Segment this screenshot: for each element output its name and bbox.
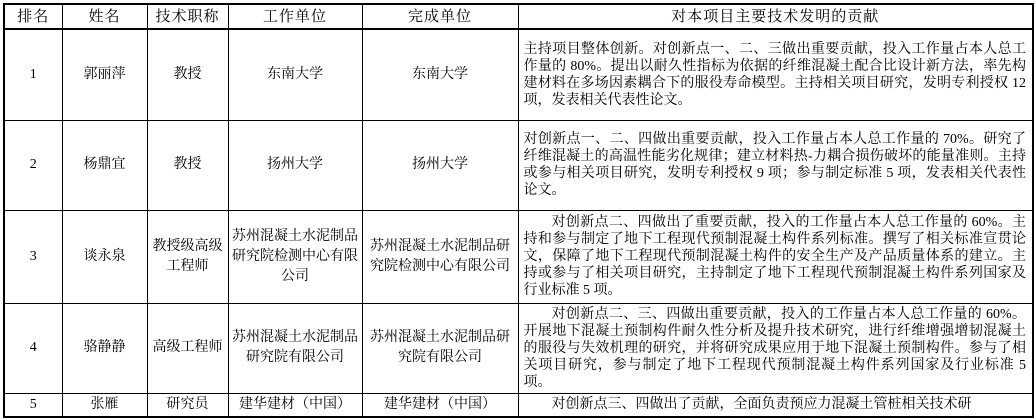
header-rank: 排名: [4, 4, 62, 29]
name-cell: 郭丽萍: [62, 29, 147, 120]
work-unit-cell: 苏州混凝土水泥制品研究院检测中心有限公司: [228, 210, 362, 303]
table-row: [4, 393, 1033, 417]
completion-unit-cell: 苏州混凝土水泥制品研究院检测中心有限公司: [362, 210, 518, 303]
header-contribution: 对本项目主要技术发明的贡献: [518, 4, 1033, 29]
rank-cell: 3: [4, 210, 62, 303]
title-cell: 教授级高级工程师: [147, 210, 228, 303]
work-unit-cell: 建华建材（中国）: [228, 393, 362, 417]
contribution-cell: 主持项目整体创新。对创新点一、二、三做出重要贡献，投入工作量占本人总工作量的 80%。提出以耐久性指标为依据的纤维混凝土配合比设计新方法，率先构建材料在多场因素耦合下的服役寿命模型。主持相关项目研究，发明专利授权 12 项，发表相关代表性论文。: [518, 29, 1033, 120]
contributors-table: [3, 3, 1034, 418]
completion-unit-cell: 建华建材（中国）: [362, 393, 518, 417]
header-title: 技术职称: [147, 4, 228, 29]
table-row: [4, 120, 1033, 210]
completion-unit-cell: 东南大学: [362, 29, 518, 120]
title-cell: 教授: [147, 120, 228, 210]
header-row: [4, 4, 1033, 29]
rank-cell: 2: [4, 120, 62, 210]
header-work-unit: 工作单位: [228, 4, 362, 29]
header-completion-unit: 完成单位: [362, 4, 518, 29]
contribution-cell: 对创新点三、四做出了贡献，全面负责预应力混凝土管桩相关技术研: [518, 393, 1033, 417]
title-cell: 研究员: [147, 393, 228, 417]
name-cell: 张雁: [62, 393, 147, 417]
completion-unit-cell: 苏州混凝土水泥制品研究院有限公司: [362, 303, 518, 393]
contribution-cell: 对创新点一、二、四做出重要贡献，投入工作量占本人总工作量的 70%。研究了纤维混凝土的高温性能劣化规律；建立材料热-力耦合损伤破坏的能量准则。主持或参与相关项目研究，发明专利授权 9 项；参与制定标准 5 项，发表相关代表性论文。: [518, 120, 1033, 210]
rank-cell: 4: [4, 303, 62, 393]
contribution-cell: 对创新点二、三、四做出重要贡献，投入的工作量占本人总工作量的 60%。开展地下混凝土预制构件耐久性分析及提升技术研究，进行纤维增强增韧混凝土的服役与失效机理的研究，并将研究成果应用于地下混凝土预制构件。参与了相关项目研究，参与制定了地下工程现代预制混凝土构件系列国家及行业标准 5 项。: [518, 303, 1033, 393]
table-row: [4, 210, 1033, 303]
work-unit-cell: 扬州大学: [228, 120, 362, 210]
title-cell: 高级工程师: [147, 303, 228, 393]
header-name: 姓名: [62, 4, 147, 29]
work-unit-cell: 苏州混凝土水泥制品研究院有限公司: [228, 303, 362, 393]
completion-unit-cell: 扬州大学: [362, 120, 518, 210]
table-row: [4, 303, 1033, 393]
rank-cell: 5: [4, 393, 62, 417]
name-cell: 杨鼎宜: [62, 120, 147, 210]
title-cell: 教授: [147, 29, 228, 120]
rank-cell: 1: [4, 29, 62, 120]
contribution-cell: 对创新点二、四做出了重要贡献，投入的工作量占本人总工作量的 60%。主持和参与制定了地下工程现代预制混凝土构件系列标准。撰写了相关标准宣贯论文，保障了地下工程现代预制混凝土构件的安全生产及产品质量体系的建立。主持或参与了相关项目研究，主持制定了地下工程现代预制混凝土构件系列国家及行业标准 5 项。: [518, 210, 1033, 303]
name-cell: 谈永泉: [62, 210, 147, 303]
name-cell: 骆静静: [62, 303, 147, 393]
table-row: [4, 29, 1033, 120]
work-unit-cell: 东南大学: [228, 29, 362, 120]
